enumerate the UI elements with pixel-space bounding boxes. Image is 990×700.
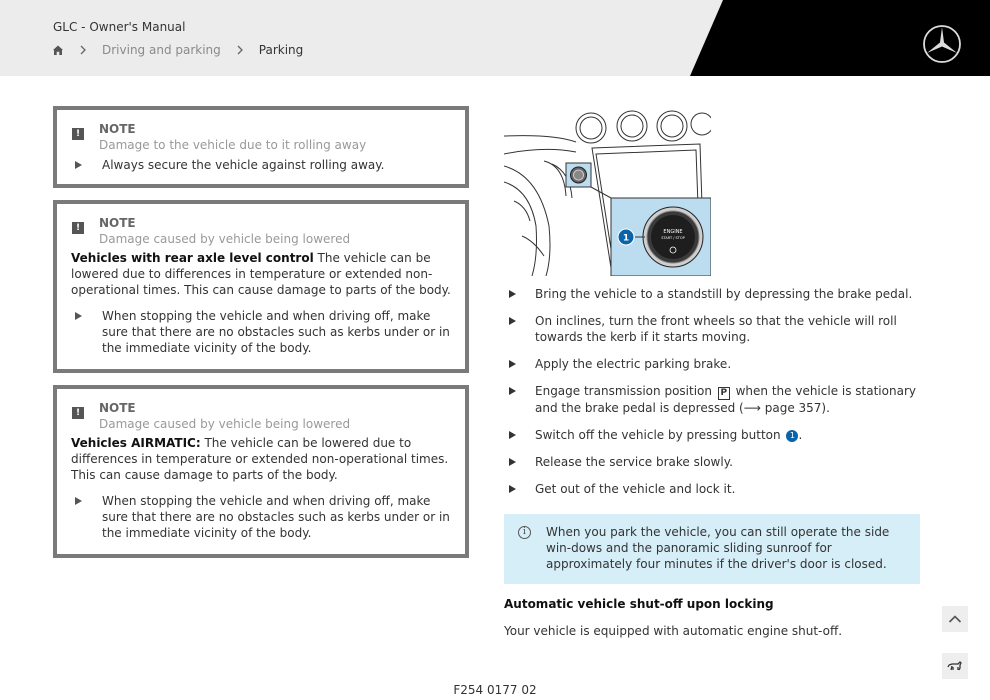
- chevron-right-icon: [221, 45, 259, 55]
- warning-icon: !: [72, 407, 84, 419]
- callout-number: 1: [622, 233, 630, 244]
- step-item: [504, 454, 924, 470]
- app-title: GLC - Owner's Manual: [53, 20, 186, 34]
- breadcrumb-parking: Parking: [258, 43, 304, 57]
- section-text: Your vehicle is equipped with automatic engine shut-off.: [504, 624, 843, 638]
- note-body-bold: Vehicles with rear axle level control: [71, 251, 314, 265]
- note-label: NOTE: [99, 122, 136, 136]
- note-box-rear-axle: [53, 200, 469, 373]
- page-reference-link[interactable]: when the vehicle is stationary and the brake pedal is depressed (⟶ page 357).: [535, 384, 916, 415]
- step-text: Bring the vehicle to a standstill by depressing the brake pedal.: [535, 287, 913, 301]
- section-heading: Automatic vehicle shut-off upon locking: [504, 597, 774, 611]
- step-item: [504, 481, 924, 497]
- step-list: [504, 286, 924, 508]
- step-text: Switch off the vehicle by pressing button: [535, 428, 785, 442]
- bullet-arrow-icon: [509, 458, 516, 466]
- info-box: [504, 514, 920, 584]
- note-body-text: The vehicle can be lowered due to differences in temperature or extended non-operational times. This can cause damage to parts of the body.: [71, 436, 449, 482]
- note-body: [71, 250, 452, 298]
- step-item: [504, 286, 924, 302]
- step-text: On inclines, turn the front wheels so that the vehicle will roll towards the kerb if it starts moving.: [535, 314, 897, 344]
- step-item: [504, 383, 924, 416]
- note-box-airmatic: [53, 385, 469, 558]
- dashboard-illustration: [504, 106, 711, 276]
- warning-icon: !: [72, 222, 84, 234]
- engine-button-label: ENGINE: [663, 229, 683, 235]
- bullet-arrow-icon: [509, 317, 516, 325]
- bullet-arrow-icon: [509, 360, 516, 368]
- note-body-text: The vehicle can be lowered due to differences in temperature or extended non-operational times. This can cause damage to parts of the body.: [71, 251, 451, 297]
- note-bullet: [71, 157, 452, 173]
- note-label: NOTE: [99, 401, 136, 415]
- step-text: Get out of the vehicle and lock it.: [535, 482, 736, 496]
- callout-badge-icon: 1: [786, 430, 798, 442]
- note-bullet: [71, 493, 452, 541]
- note-subtitle: Damage to the vehicle due to it rolling away: [99, 138, 367, 152]
- note-bullet: [71, 308, 452, 356]
- info-text: When you park the vehicle, you can still operate the side win-dows and the panoramic sliding sunroof for approximately four minutes if the driver's door is closed.: [546, 525, 890, 571]
- bullet-arrow-icon: [509, 387, 516, 395]
- arrow-up-icon: [948, 614, 962, 624]
- breadcrumb-driving-and-parking[interactable]: Driving and parking: [102, 43, 221, 57]
- dog-icon-button[interactable]: [942, 653, 968, 679]
- mercedes-star-icon: [920, 22, 964, 66]
- bullet-arrow-icon: [509, 485, 516, 493]
- note-label: NOTE: [99, 216, 136, 230]
- bullet-arrow-icon: [75, 312, 82, 320]
- step-item: [504, 427, 924, 443]
- step-text: Engage transmission position: [535, 384, 716, 398]
- note-bullet-text: When stopping the vehicle and when driving off, make sure that there are no obstacles such as kerbs under or in the immediate vicinity of the body.: [102, 494, 450, 540]
- note-subtitle: Damage caused by vehicle being lowered: [99, 417, 351, 431]
- park-position-icon: P: [718, 387, 730, 400]
- dog-icon: [947, 659, 963, 673]
- note-body-bold: Vehicles AIRMATIC:: [71, 436, 201, 450]
- note-subtitle: Damage caused by vehicle being lowered: [99, 232, 351, 246]
- note-box-rolling-away: [53, 106, 469, 188]
- step-text: Release the service brake slowly.: [535, 455, 733, 469]
- note-body: [71, 435, 452, 483]
- scroll-to-top-button[interactable]: [942, 606, 968, 632]
- home-icon[interactable]: [52, 44, 64, 56]
- note-bullet-text: When stopping the vehicle and when driving off, make sure that there are no obstacles such as kerbs under or in the immediate vicinity of the body.: [102, 309, 450, 355]
- bullet-arrow-icon: [509, 290, 516, 298]
- warning-icon: !: [72, 128, 84, 140]
- bullet-arrow-icon: [509, 431, 516, 439]
- step-item: [504, 356, 924, 372]
- step-text: .: [798, 428, 803, 442]
- step-text: Apply the electric parking brake.: [535, 357, 732, 371]
- chevron-right-icon: [64, 45, 102, 55]
- figure-code: F254 0177 02: [453, 683, 537, 697]
- engine-button-sublabel: START / STOP: [661, 236, 685, 240]
- breadcrumb: [52, 42, 303, 58]
- bullet-arrow-icon: [75, 497, 82, 505]
- note-bullet-text: Always secure the vehicle against rolling away.: [102, 158, 385, 172]
- info-icon: i: [518, 526, 531, 539]
- step-item: [504, 313, 924, 345]
- bullet-arrow-icon: [75, 161, 82, 169]
